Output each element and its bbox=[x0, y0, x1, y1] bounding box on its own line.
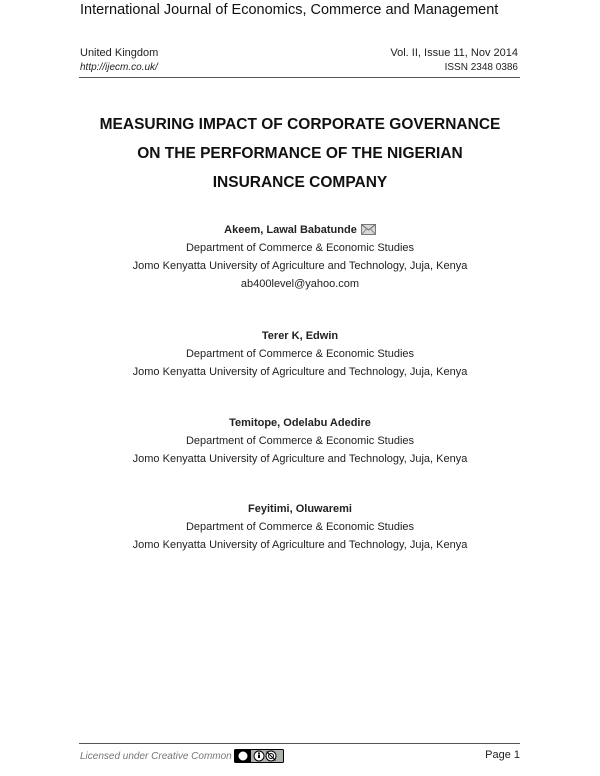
header-meta-row-2 bbox=[80, 62, 518, 73]
paper-title bbox=[60, 110, 540, 197]
author-email[interactable]: ab400level@yahoo.com bbox=[240, 278, 360, 290]
author-department: Department of Commerce & Economic Studies bbox=[185, 521, 415, 533]
title-line: ON THE PERFORMANCE OF THE NIGERIAN bbox=[137, 145, 463, 162]
journal-country: United Kingdom bbox=[80, 47, 159, 59]
author-name: Akeem, Lawal Babatunde bbox=[224, 224, 357, 236]
author-department: Department of Commerce & Economic Studies bbox=[185, 242, 415, 254]
author-university: Jomo Kenyatta University of Agriculture and Technology, Juja, Kenya bbox=[132, 539, 468, 551]
header-divider bbox=[79, 77, 520, 78]
journal-url[interactable]: http://ijecm.co.uk/ bbox=[80, 62, 158, 73]
creative-commons-badge-icon[interactable] bbox=[234, 749, 284, 763]
license-notice bbox=[80, 749, 284, 763]
author-university: Jomo Kenyatta University of Agriculture and Technology, Juja, Kenya bbox=[132, 453, 468, 465]
author-university: Jomo Kenyatta University of Agriculture and Technology, Juja, Kenya bbox=[132, 260, 468, 272]
title-line: INSURANCE COMPANY bbox=[212, 174, 388, 191]
author-block bbox=[60, 221, 540, 293]
issn: ISSN 2348 0386 bbox=[444, 62, 518, 73]
author-name: Temitope, Odelabu Adedire bbox=[229, 417, 371, 429]
author-department: Department of Commerce & Economic Studies bbox=[185, 435, 415, 447]
author-block bbox=[60, 500, 540, 554]
journal-title: International Journal of Economics, Commerce and Management bbox=[80, 2, 499, 18]
author-department: Department of Commerce & Economic Studies bbox=[185, 348, 415, 360]
footer-divider bbox=[79, 743, 520, 744]
title-line: MEASURING IMPACT OF CORPORATE GOVERNANCE bbox=[99, 116, 501, 133]
license-text: Licensed under Creative Common bbox=[80, 750, 232, 762]
page-number: Page 1 bbox=[485, 749, 520, 761]
header-meta-row-1 bbox=[80, 47, 518, 59]
author-block bbox=[60, 414, 540, 468]
volume-issue: Vol. II, Issue 11, Nov 2014 bbox=[390, 47, 518, 59]
author-university: Jomo Kenyatta University of Agriculture and Technology, Juja, Kenya bbox=[132, 366, 468, 378]
author-name: Terer K, Edwin bbox=[261, 330, 339, 342]
author-name: Feyitimi, Oluwaremi bbox=[248, 503, 352, 515]
author-block bbox=[60, 327, 540, 381]
mail-icon[interactable] bbox=[361, 223, 376, 234]
